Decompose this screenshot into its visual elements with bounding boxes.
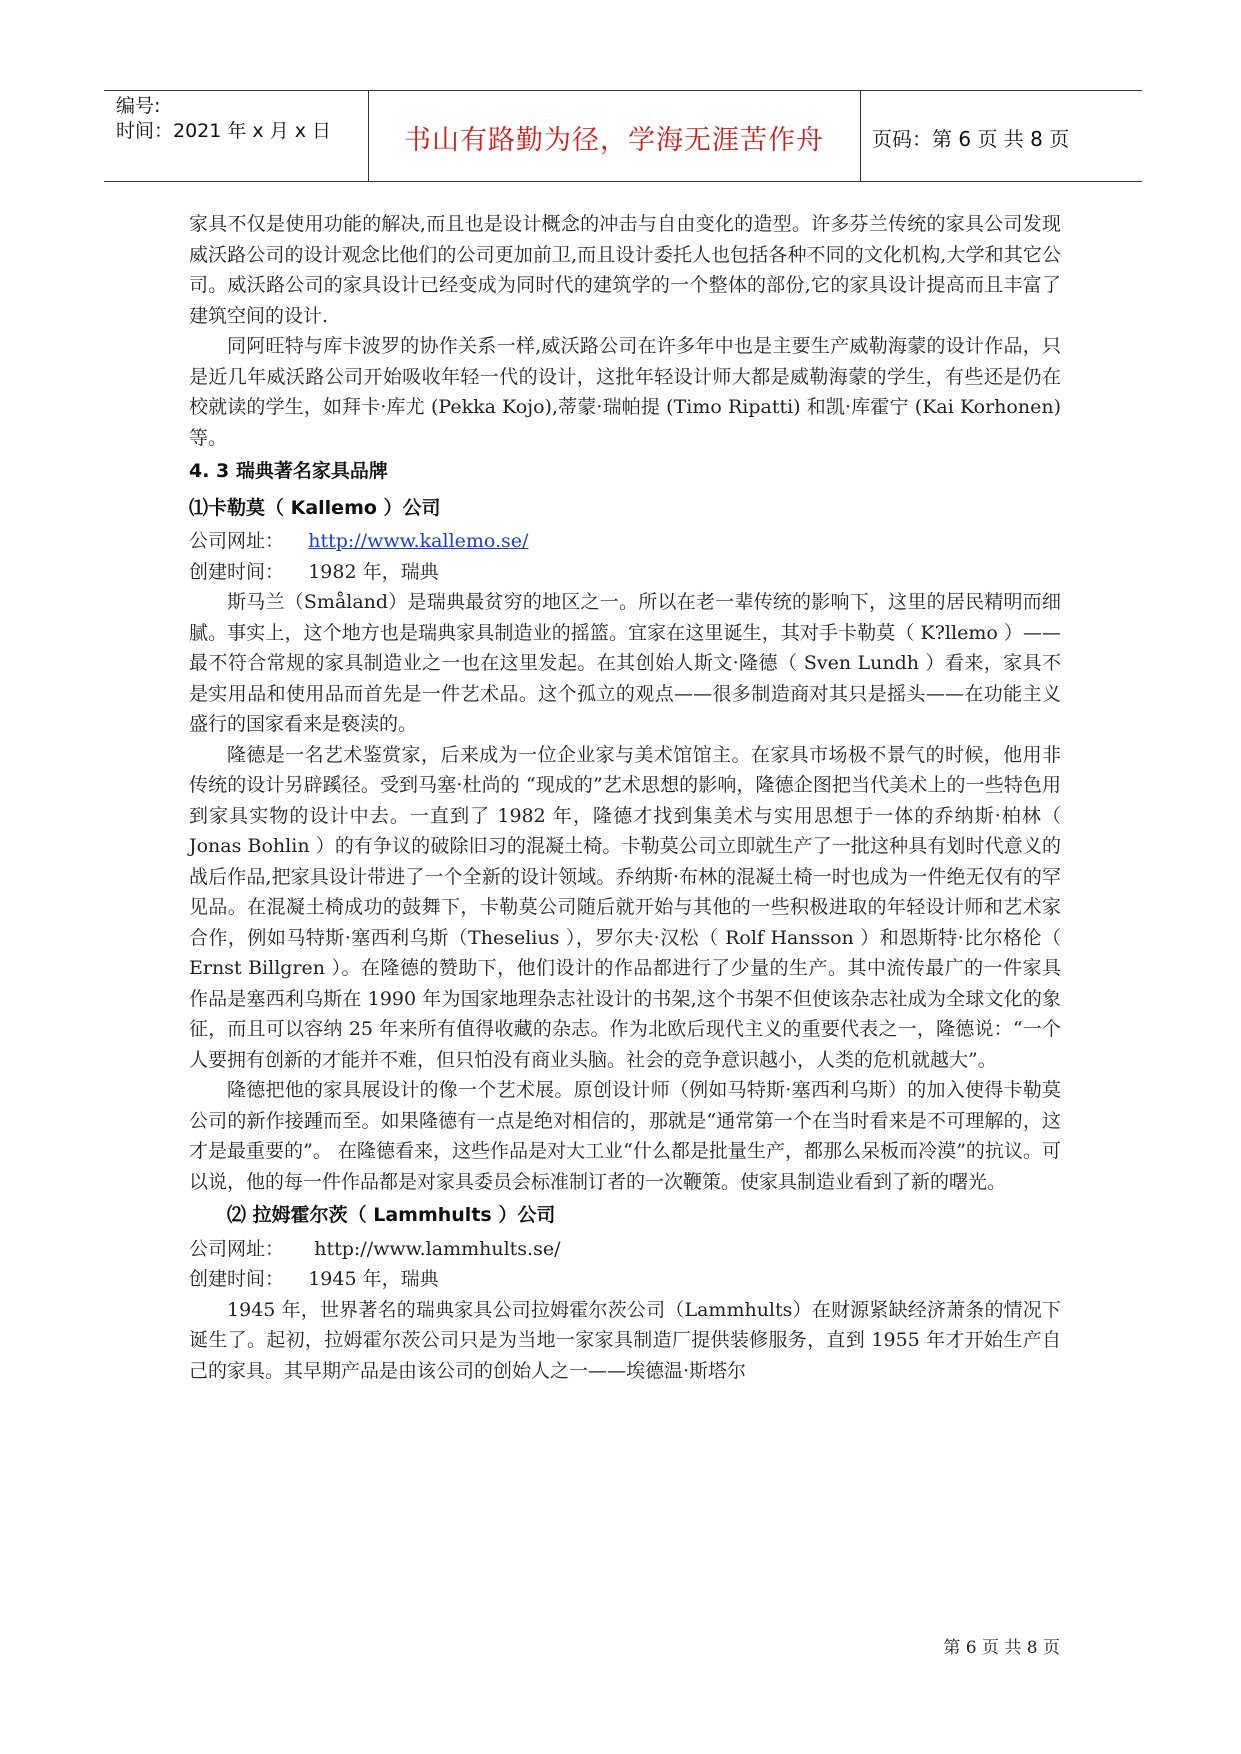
header-motto: 书山有路勤为径，学海无涯苦作舟 [404, 124, 824, 156]
paragraph: 家具不仅是使用功能的解决,而且也是设计概念的冲击与自由变化的造型。许多芬兰传统的家具公司发现威沃路公司的设计观念比他们的公司更加前卫,而且设计委托人也包括各种不同的文化机构,大学和其它公司。威沃路公司的家具设计已经变成为同时代的建筑学的一个整体的部份,它的家具设计提高而且丰富了建筑空间的设计. [189, 213, 1061, 327]
website-label: 公司网址： [189, 530, 285, 552]
header-page-info: 页码：第 6 页 共 8 页 [872, 126, 1070, 151]
lammhults-founded-row [189, 1264, 1061, 1295]
paragraph: 隆德把他的家具展设计的像一个艺术展。原创设计师（例如马特斯·塞西利乌斯）的加入使得卡勒莫公司的新作接踵而至。如果隆德有一点是绝对相信的，那就是“通常第一个在当时看来是不可理解的，这才是最重要的”。 在隆德看来，这些作品是对大工业“什么都是批量生产，都那么呆板而冷漠”的抗议。可以说，他的每一件作品都是对家具委员会标准制订者的一次鞭策。使家具制造业看到了新的曙光。 [189, 1079, 1061, 1193]
header-meta [116, 94, 331, 144]
paragraph: 隆德是一名艺术鉴赏家，后来成为一位企业家与美术馆馆主。在家具市场极不景气的时候，他用非传统的设计另辟蹊径。受到马塞·杜尚的 “现成的”艺术思想的影响，隆德企图把当代美术上的一些特色用到家具实物的设计中去。一直到了 1982 年，隆德才找到集美术与实用思想于一体的乔纳斯·柏林（ Jonas Bohlin ）的有争议的破除旧习的混凝土椅。卡勒莫公司立即就生产了一批这种具有划时代意义的战后作品,把家具设计带进了一个全新的设计领域。乔纳斯·布林的混凝土椅一时也成为一件绝无仅有的罕见品。在混凝土椅成功的鼓舞下，卡勒莫公司随后就开始与其他的一些积极进取的年轻设计师和艺术家合作，例如马特斯·塞西利乌斯（Theselius ），罗尔夫·汉松（ Rolf Hansson ）和恩斯特·比尔格伦（ Ernst Billgren ）。在隆德的赞助下，他们设计的作品都进行了少量的生产。其中流传最广的一件家具作品是塞西利乌斯在 1990 年为国家地理杂志社设计的书架,这个书架不但使该杂志社成为全球文化的象征，而且可以容纳 25 年来所有值得收藏的杂志。作为北欧后现代主义的重要代表之一，隆德说：“一个人要拥有创新的才能并不难，但只怕没有商业头脑。社会的竞争意识越小，人类的危机就越大”。 [189, 743, 1061, 1071]
header-divider [860, 91, 861, 181]
founded-label: 创建时间： [189, 560, 285, 583]
paragraph: 斯马兰（Småland）是瑞典最贫穷的地区之一。所以在老一辈传统的影响下，这里的居民精明而细腻。事实上，这个地方也是瑞典家具制造业的摇篮。宜家在这里诞生，其对手卡勒莫（ K?llemo ）——最不符合常规的家具制造业之一也在这里发起。在其创始人斯文·隆德（ Sven Lundh ）看来，家具不是实用品和使用品而首先是一件艺术品。这个孤立的观点——很多制造商对其只是摇头——在功能主义盛行的国家看来是亵渎的。 [189, 591, 1061, 735]
kallemo-website-link[interactable]: http://www.kallemo.se/ [308, 530, 529, 552]
founded-value: 1945 年，瑞典 [308, 1268, 439, 1290]
kallemo-website-row [189, 526, 1061, 557]
lammhults-website-row [189, 1234, 1061, 1265]
kallemo-heading: ⑴卡勒莫（ Kallemo ）公司 [189, 496, 441, 519]
kallemo-founded-row [189, 557, 1061, 588]
header-number-label: 编号: [116, 95, 161, 117]
founded-value: 1982 年，瑞典 [308, 560, 439, 583]
section-heading: 4. 3 瑞典著名家具品牌 [189, 460, 388, 482]
paragraph: 同阿旺特与库卡波罗的协作关系一样,威沃路公司在许多年中也是主要生产威勒海蒙的设计作品，只是近几年威沃路公司开始吸收年轻一代的设计，这批年轻设计师大都是威勒海蒙的学生，有些还是仍在校就读的学生，如拜卡·库尤 (Pekka Kojo),蒂蒙·瑞帕提 (Timo Ripatti) 和凯·库霍宁 (Kai Korhonen) 等。 [189, 335, 1061, 449]
document-header [104, 90, 1142, 182]
page-footer: 第 6 页 共 8 页 [943, 1638, 1060, 1658]
lammhults-website-value: http://www.lammhults.se/ [314, 1237, 561, 1260]
document-body [189, 209, 1061, 1386]
founded-label: 创建时间： [189, 1268, 285, 1290]
header-time-label: 时间：2021 年 x 月 x 日 [116, 120, 332, 142]
paragraph: 1945 年，世界著名的瑞典家具公司拉姆霍尔茨公司（Lammhults）在财源紧缺经济萧条的情况下诞生了。起初，拉姆霍尔茨公司只是为当地一家家具制造厂提供装修服务，直到 1955 年才开始生产自己的家具。其早期产品是由该公司的创始人之一——埃德温·斯塔尔 [189, 1298, 1061, 1382]
website-label: 公司网址： [189, 1237, 285, 1260]
lammhults-heading: ⑵ 拉姆霍尔茨（ Lammhults ）公司 [227, 1204, 556, 1226]
